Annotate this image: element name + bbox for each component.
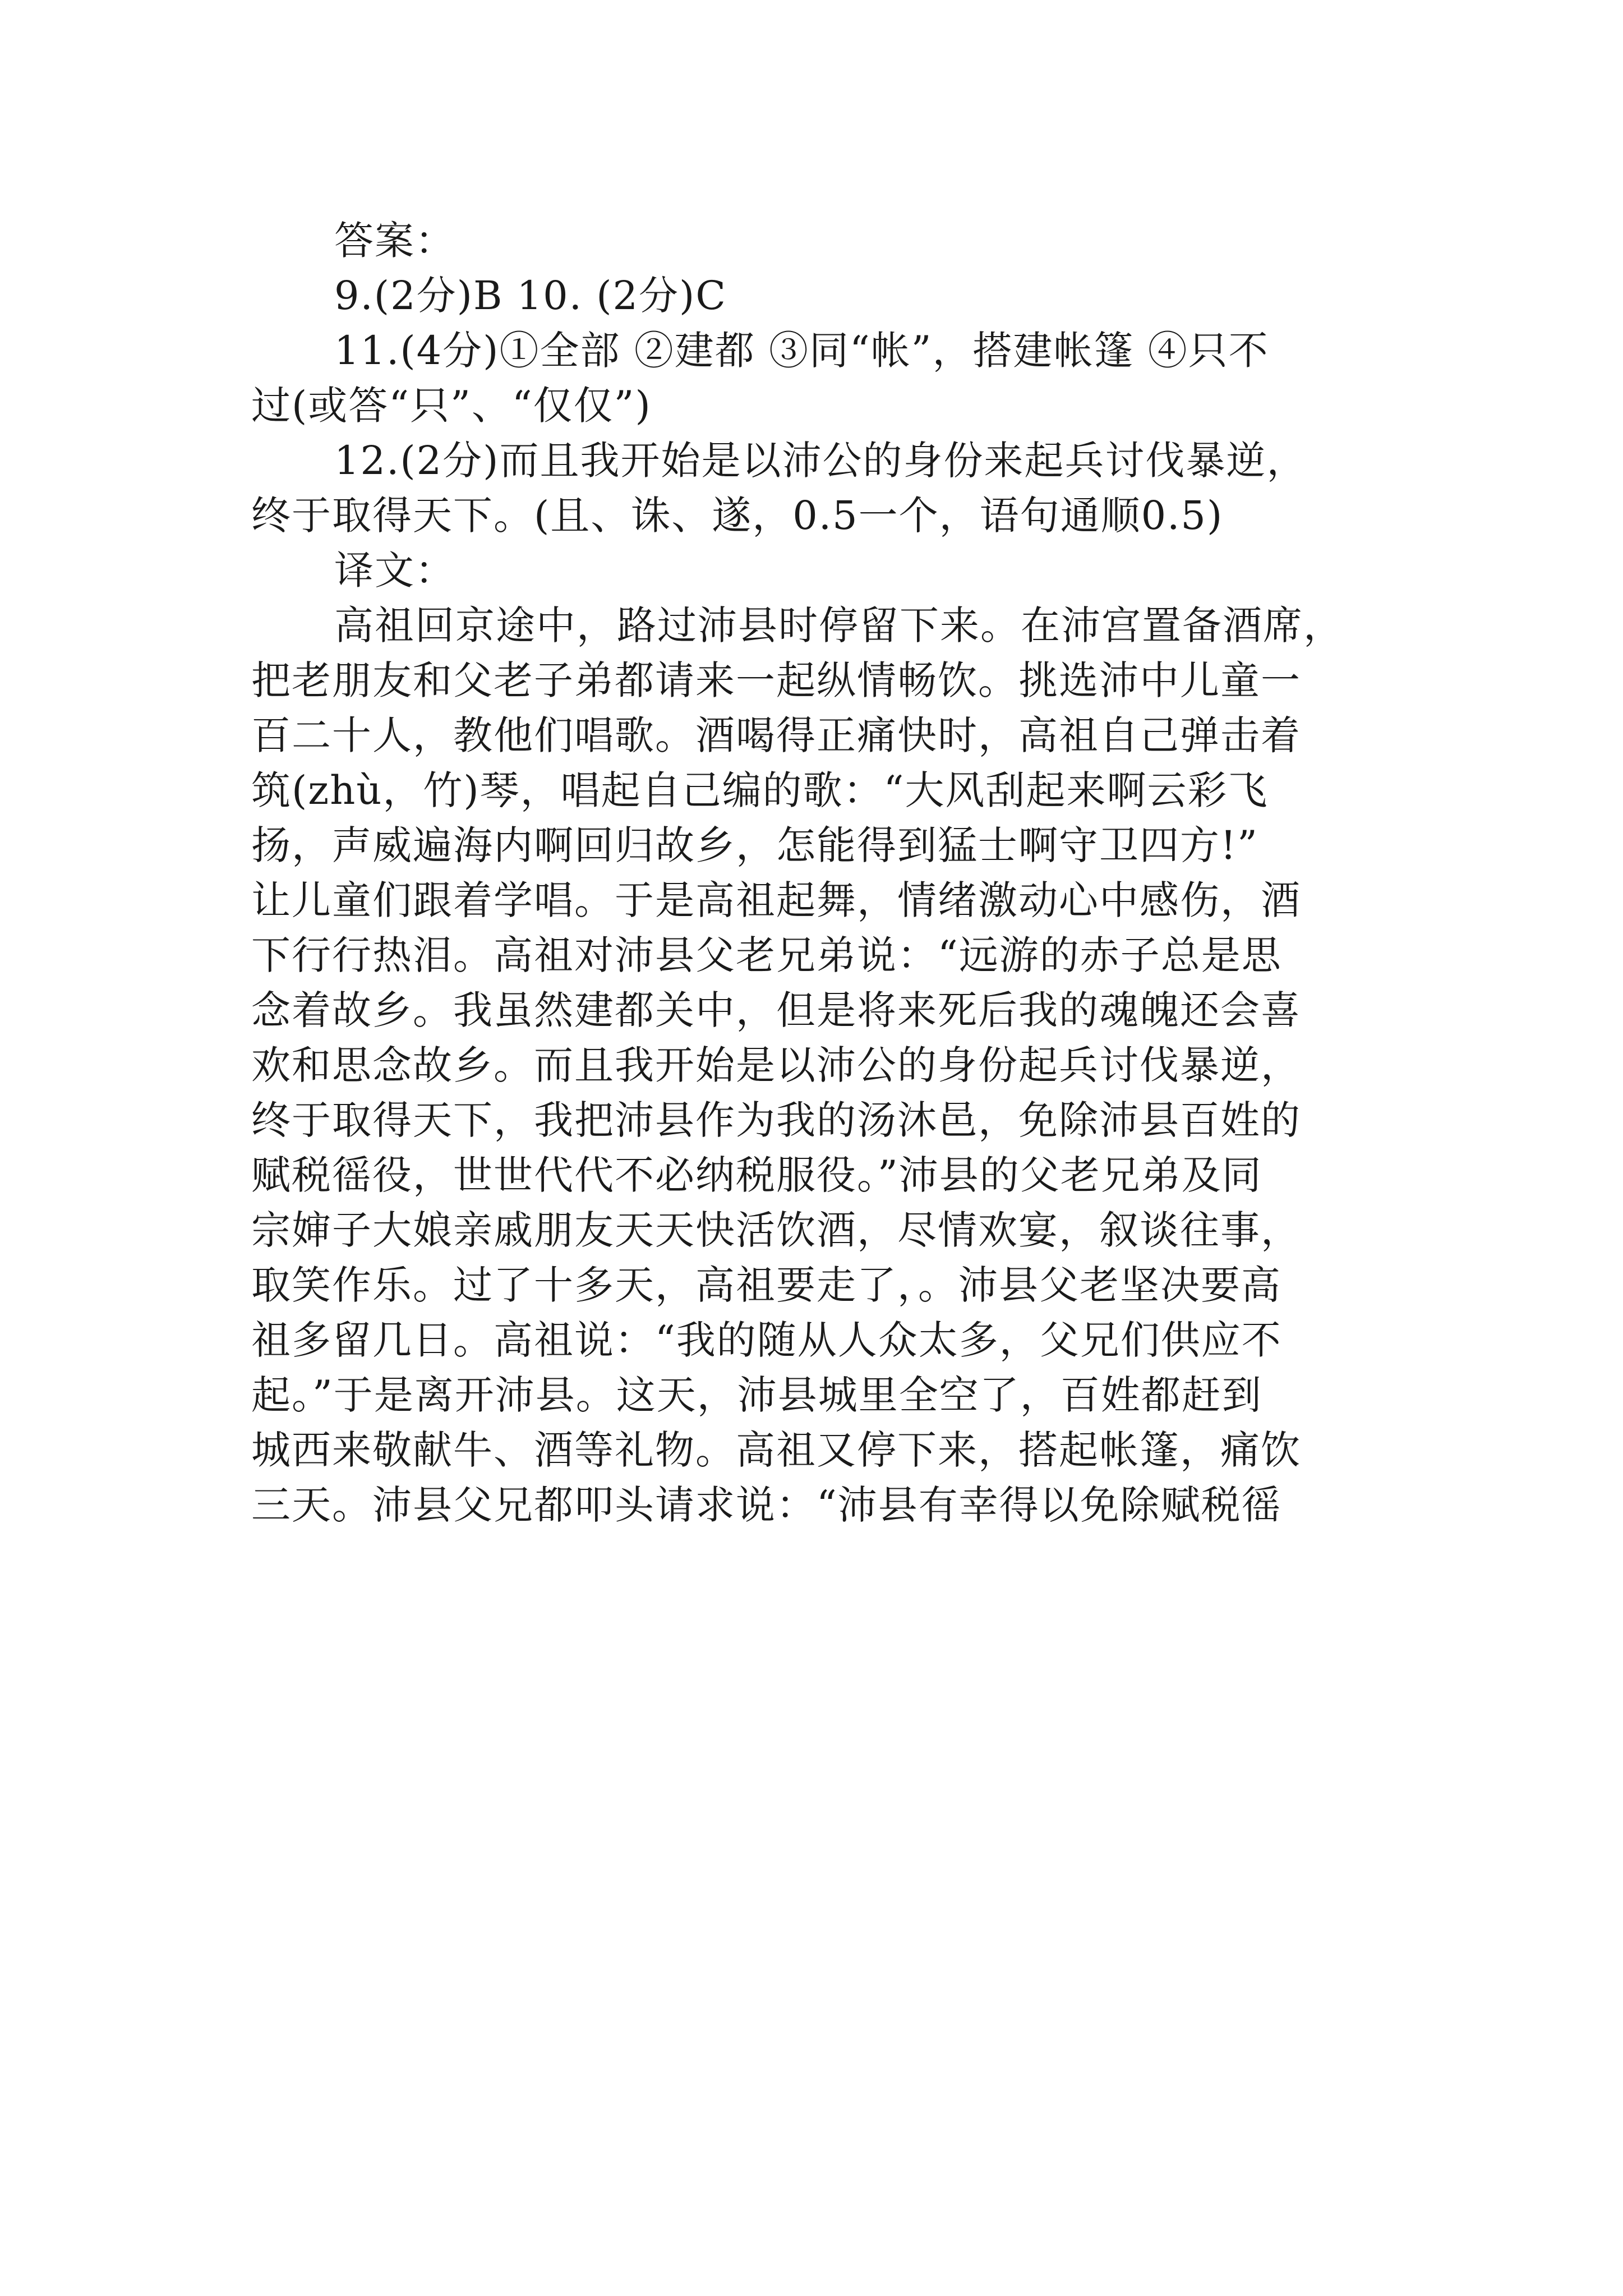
translation-line: 扬，声威遍海内啊回归故乡，怎能得到猛士啊守卫四方!” xyxy=(251,822,1258,868)
translation-line: 取笑作乐。过了十多天，高祖要走了，。沛县父老坚决要高 xyxy=(251,1262,1281,1308)
translation-line: 三天。沛县父兄都叩头请求说：“沛县有幸得以免除赋税徭 xyxy=(251,1482,1282,1528)
translation-line: 起。”于是离开沛县。这天，沛县城里全空了，百姓都赶到 xyxy=(251,1372,1262,1418)
translation-heading: 译文： xyxy=(334,547,455,593)
translation-line: 筑(zhù，竹)琴，唱起自己编的歌：“大风刮起来啊云彩飞 xyxy=(251,767,1269,813)
answer-q12-line1: 12.(2分)而且我开始是以沛公的身份来起兵讨伐暴逆， xyxy=(334,438,1307,484)
translation-line: 祖多留几日。高祖说：“我的随从人众太多，父兄们供应不 xyxy=(251,1317,1282,1363)
translation-line: 终于取得天下，我把沛县作为我的汤沐邑，免除沛县百姓的 xyxy=(251,1097,1301,1143)
translation-line: 念着故乡。我虽然建都关中，但是将来死后我的魂魄还会喜 xyxy=(251,987,1301,1033)
document-body xyxy=(251,213,1378,1533)
answer-q11-line2: 过(或答“只”、“仅仅”) xyxy=(251,383,652,429)
translation-line: 城西来敬献牛、酒等礼物。高祖又停下来，搭起帐篷，痛饮 xyxy=(251,1427,1301,1473)
translation-line: 高祖回京途中，路过沛县时停留下来。在沛宫置备酒席， xyxy=(334,602,1344,648)
answer-heading: 答案： xyxy=(334,218,455,264)
translation-line: 赋税徭役，世世代代不必纳税服役。”沛县的父老兄弟及同 xyxy=(251,1152,1262,1198)
answer-q12-line2: 终于取得天下。(且、诛、遂，0.5一个，语句通顺0.5) xyxy=(251,493,1224,539)
translation-line: 欢和思念故乡。而且我开始是以沛公的身份起兵讨伐暴逆， xyxy=(251,1042,1301,1088)
answer-q11-line1: 11.(4分)①全部 ②建都 ③同“帐”，搭建帐篷 ④只不 xyxy=(334,328,1269,374)
answer-q9-q10: 9.(2分)B 10. (2分)C xyxy=(334,273,727,319)
translation-line: 百二十人，教他们唱歌。酒喝得正痛快时，高祖自己弹击着 xyxy=(251,712,1301,758)
translation-line: 宗婶子大娘亲戚朋友天天快活饮酒，尽情欢宴，叙谈往事， xyxy=(251,1207,1301,1253)
translation-line: 让儿童们跟着学唱。于是高祖起舞，情绪激动心中感伤，酒 xyxy=(251,877,1301,923)
translation-line: 把老朋友和父老子弟都请来一起纵情畅饮。挑选沛中儿童一 xyxy=(251,657,1301,703)
translation-line: 下行行热泪。高祖对沛县父老兄弟说：“远游的赤子总是思 xyxy=(251,932,1282,978)
